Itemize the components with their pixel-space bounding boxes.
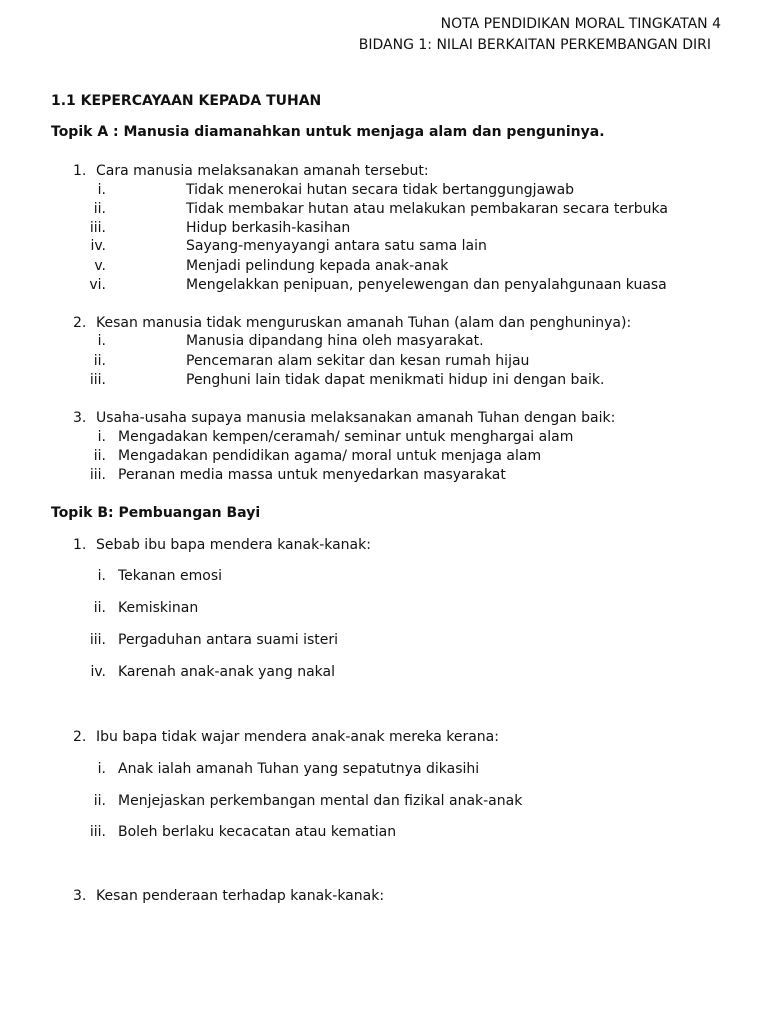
topic-a-title: Topik A : Manusia diamanahkan untuk menjaga alam dan penguninya. xyxy=(51,124,605,140)
question-number: 2. xyxy=(73,315,87,331)
header-line-2: BIDANG 1: NILAI BERKAITAN PERKEMBANGAN DIRI xyxy=(358,37,711,53)
list-item-numeral: vi. xyxy=(89,277,106,293)
list-item: Manusia dipandang hina oleh masyarakat. xyxy=(186,333,484,349)
list-item-numeral: i. xyxy=(97,761,106,777)
section-title: 1.1 KEPERCAYAAN KEPADA TUHAN xyxy=(51,93,322,109)
list-item-numeral: i. xyxy=(97,429,106,445)
list-item-numeral: iv. xyxy=(90,238,106,254)
question-text: Kesan manusia tidak menguruskan amanah Tuhan (alam dan penghuninya): xyxy=(96,315,632,331)
question-number: 1. xyxy=(73,163,87,179)
list-item-numeral: i. xyxy=(97,568,106,584)
list-item: Pencemaran alam sekitar dan kesan rumah hijau xyxy=(186,353,530,369)
list-item: Hidup berkasih-kasihan xyxy=(186,220,351,236)
list-item: Boleh berlaku kecacatan atau kematian xyxy=(118,824,397,840)
question-number: 3. xyxy=(73,888,87,904)
list-item-numeral: ii. xyxy=(93,448,106,464)
list-item: Menjadi pelindung kepada anak-anak xyxy=(186,258,449,274)
list-item: Pergaduhan antara suami isteri xyxy=(118,632,339,648)
list-item-numeral: iii. xyxy=(89,467,106,483)
list-item: Penghuni lain tidak dapat menikmati hidup ini dengan baik. xyxy=(186,372,605,388)
list-item-numeral: ii. xyxy=(93,600,106,616)
list-item-numeral: iii. xyxy=(89,220,106,236)
list-item-numeral: i. xyxy=(97,182,106,198)
list-item: Peranan media massa untuk menyedarkan masyarakat xyxy=(118,467,506,483)
list-item: Anak ialah amanah Tuhan yang sepatutnya dikasihi xyxy=(118,761,480,777)
list-item: Sayang-menyayangi antara satu sama lain xyxy=(186,238,487,254)
list-item: Mengelakkan penipuan, penyelewengan dan penyalahgunaan kuasa xyxy=(186,277,667,293)
list-item-numeral: iii. xyxy=(89,372,106,388)
question-text: Sebab ibu bapa mendera kanak-kanak: xyxy=(96,537,371,553)
list-item-numeral: v. xyxy=(94,258,106,274)
list-item: Tidak menerokai hutan secara tidak bertanggungjawab xyxy=(186,182,575,198)
list-item: Mengadakan pendidikan agama/ moral untuk menjaga alam xyxy=(118,448,542,464)
list-item-numeral: iii. xyxy=(89,824,106,840)
list-item: Kemiskinan xyxy=(118,600,199,616)
question-number: 3. xyxy=(73,410,87,426)
list-item-numeral: iii. xyxy=(89,632,106,648)
question-text: Kesan penderaan terhadap kanak-kanak: xyxy=(96,888,385,904)
topic-b-title: Topik B: Pembuangan Bayi xyxy=(51,505,261,521)
list-item: Mengadakan kempen/ceramah/ seminar untuk menghargai alam xyxy=(118,429,574,445)
list-item-numeral: ii. xyxy=(93,793,106,809)
question-text: Cara manusia melaksanakan amanah tersebut: xyxy=(96,163,429,179)
list-item-numeral: ii. xyxy=(93,353,106,369)
list-item-numeral: ii. xyxy=(93,201,106,217)
list-item: Karenah anak-anak yang nakal xyxy=(118,664,335,680)
question-text: Usaha-usaha supaya manusia melaksanakan amanah Tuhan dengan baik: xyxy=(96,410,616,426)
question-text: Ibu bapa tidak wajar mendera anak-anak mereka kerana: xyxy=(96,729,499,745)
list-item: Menjejaskan perkembangan mental dan fizikal anak-anak xyxy=(118,793,523,809)
list-item: Tidak membakar hutan atau melakukan pembakaran secara terbuka xyxy=(186,201,668,217)
list-item: Tekanan emosi xyxy=(118,568,223,584)
question-number: 1. xyxy=(73,537,87,553)
list-item-numeral: i. xyxy=(97,333,106,349)
question-number: 2. xyxy=(73,729,87,745)
header-line-1: NOTA PENDIDIKAN MORAL TINGKATAN 4 xyxy=(440,16,721,32)
list-item-numeral: iv. xyxy=(90,664,106,680)
